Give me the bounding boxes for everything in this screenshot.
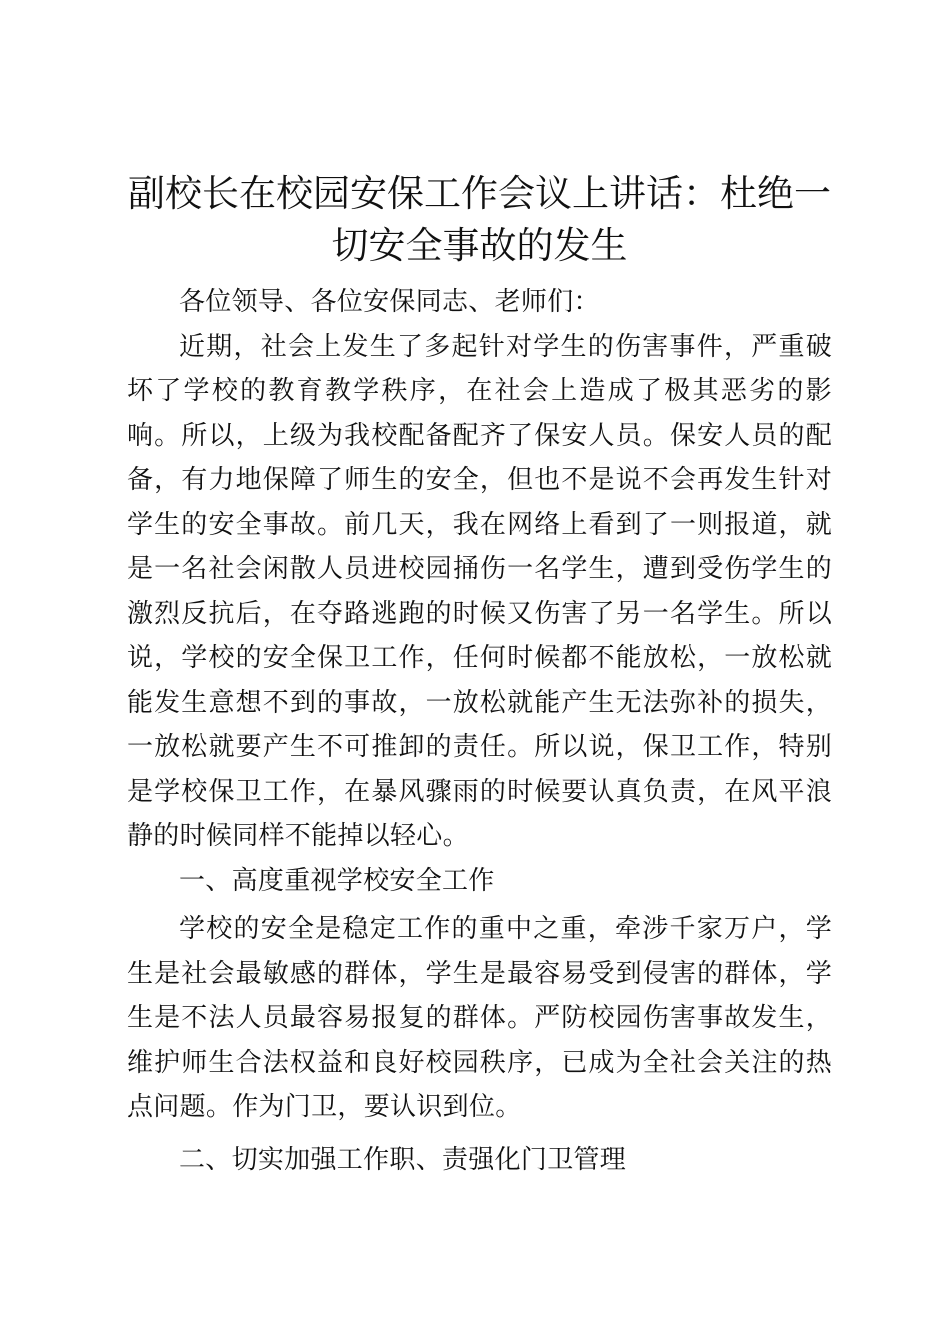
document-title: 副校长在校园安保工作会议上讲话：杜绝一切安全事故的发生: [128, 172, 831, 267]
section-heading-1: 一、高度重视学校安全工作: [179, 865, 495, 896]
intro-paragraph: 近期，社会上发生了多起针对学生的伤害事件，严重破坏了学校的教育教学秩序，在社会上造成了极其恶劣的影响。所以，上级为我校配备配齐了保安人员。保安人员的配备，有力地保障了师生的安全，但也不是说不会再发生针对学生的安全事故。前几天，我在网络上看到了一则报道，就是一名社会闲散人员进校园捅伤一名学生，遭到受伤学生的激烈反抗后，在夺路逃跑的时候又伤害了另一名学生。所以说，学校的安全保卫工作，任何时候都不能放松，一放松就能发生意想不到的事故，一放松就能产生无法弥补的损失，一放松就要产生不可推卸的责任。所以说，保卫工作，特别是学校保卫工作，在暴风骤雨的时候要认真负责，在风平浪静的时候同样不能掉以轻心。: [127, 331, 832, 851]
section-heading-2: 二、切实加强工作职、责强化门卫管理: [179, 1144, 627, 1175]
section-1-paragraph: 学校的安全是稳定工作的重中之重，牵涉千家万户，学生是社会最敏感的群体，学生是最容易受到侵害的群体，学生是不法人员最容易报复的群体。严防校园伤害事故发生，维护师生合法权益和良好校园秩序，已成为全社会关注的热点问题。作为门卫，要认识到位。: [127, 914, 832, 1122]
document-body: [127, 280, 832, 1182]
salutation: 各位领导、各位安保同志、老师们：: [179, 287, 600, 317]
document-page: [127, 168, 832, 1182]
